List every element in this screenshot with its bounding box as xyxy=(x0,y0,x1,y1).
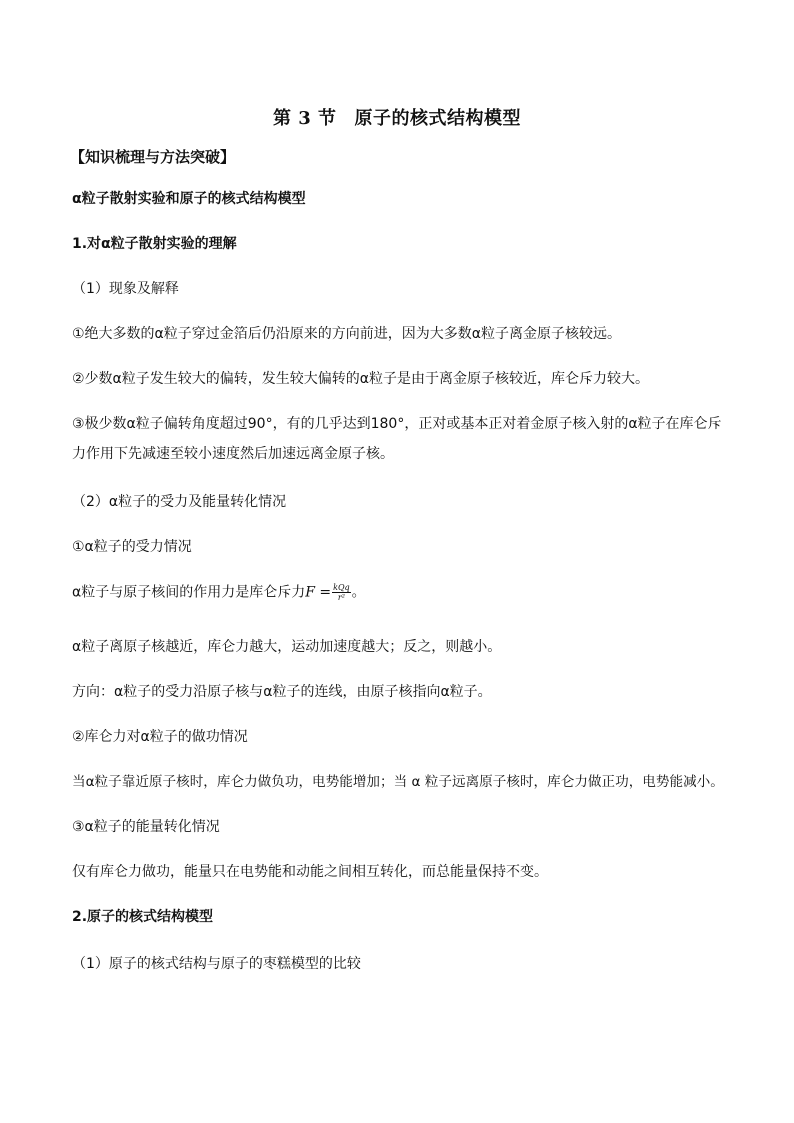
heading-2: 2.原子的核式结构模型 xyxy=(72,909,214,925)
section-header: 【知识梳理与方法突破】 xyxy=(70,148,236,166)
title-chapter: 第 3 节 xyxy=(272,108,337,129)
fraction-numerator: kQq xyxy=(333,583,350,592)
subheading-3: （1）原子的核式结构与原子的枣糕模型的比较 xyxy=(72,956,361,972)
coulomb-fraction xyxy=(332,583,351,602)
paragraph-4: ①α粒子的受力情况 xyxy=(72,539,192,555)
p5-suffix: 。 xyxy=(351,584,366,601)
paragraph-8: ②库仑力对α粒子的做功情况 xyxy=(72,729,248,745)
paragraph-7: 方向：α粒子的受力沿原子核与α粒子的连线，由原子核指向α粒子。 xyxy=(72,684,492,700)
paragraph-10: ③α粒子的能量转化情况 xyxy=(72,819,220,835)
p5-prefix: α粒子与原子核间的作用力是库仑斥力 xyxy=(72,584,306,601)
topic-heading: α粒子散射实验和原子的核式结构模型 xyxy=(72,191,306,207)
paragraph-1: ①绝大多数的α粒子穿过金箔后仍沿原来的方向前进，因为大多数α粒子离金原子核较远。 xyxy=(72,326,622,342)
paragraph-3: ③极少数α粒子偏转角度超过90°，有的几乎达到180°，正对或基本正对着金原子核入射的α粒子在库仑斥力作用下先减速至较小速度然后加速远离金原子核。 xyxy=(72,416,722,462)
fraction-denominator: r² xyxy=(337,593,345,602)
paragraph-2: ②少数α粒子发生较大的偏转，发生较大偏转的α粒子是由于离金原子核较近，库仑斥力较大。 xyxy=(72,371,650,387)
subheading-1: （1）现象及解释 xyxy=(72,281,179,297)
subheading-2: （2）α粒子的受力及能量转化情况 xyxy=(72,494,287,510)
paragraph-6: α粒子离原子核越近，库仑力越大，运动加速度越大；反之，则越小。 xyxy=(72,639,502,655)
heading-1: 1.对α粒子散射实验的理解 xyxy=(72,236,237,252)
paragraph-5 xyxy=(72,583,366,602)
formula-lhs: F = xyxy=(305,584,332,601)
paragraph-9: 当α粒子靠近原子核时，库仑力做负功，电势能增加；当 α 粒子远离原子核时，库仑力做正功，电势能减小。 xyxy=(72,774,724,790)
title-name: 原子的核式结构模型 xyxy=(354,108,522,129)
page-title xyxy=(0,104,794,130)
paragraph-11: 仅有库仑力做功，能量只在电势能和动能之间相互转化，而总能量保持不变。 xyxy=(72,864,548,880)
